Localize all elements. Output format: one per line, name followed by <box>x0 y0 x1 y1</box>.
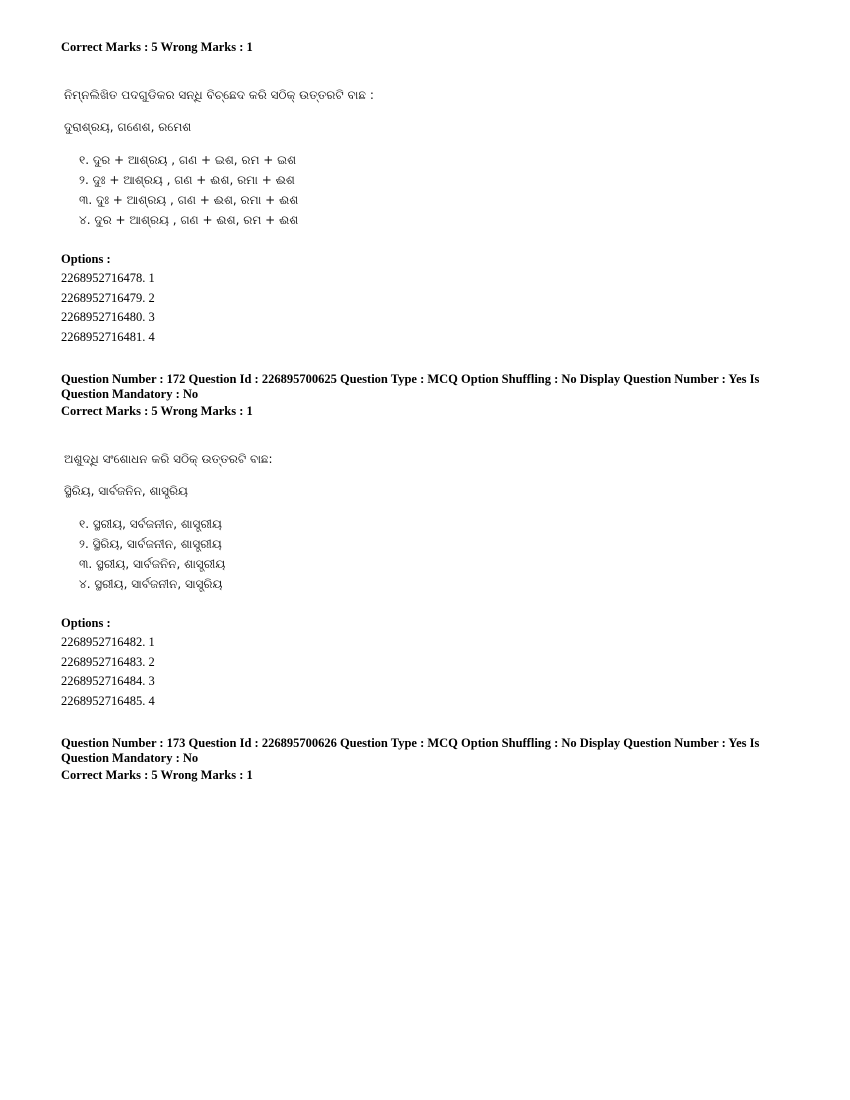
q171-marks: Correct Marks : 5 Wrong Marks : 1 <box>61 40 253 54</box>
q171-choice-3: ୩. ଦୁଃ + ଆଶ୍ରୟ , ଗଣ + ଈଶ, ରମା + ଈଶ <box>79 193 299 207</box>
q172-option-3: 2268952716484. 3 <box>61 674 155 688</box>
q172-words: ସ୍ଥିରିୟ, ସାର୍ବଜନିନ, ଶାସ୍ତ୍ରିୟ <box>64 484 188 498</box>
q171-choice-2: ୨. ଦୁଃ + ଆଶ୍ରୟ , ଗଣ + ଈଶ, ରମା + ଈଶ <box>79 173 295 187</box>
q172-header-line1: Question Number : 172 Question Id : 226895700625 Question Type : MCQ Option Shuffling : No Display Question Number : Yes Is <box>61 372 760 386</box>
q171-option-3: 2268952716480. 3 <box>61 310 155 324</box>
q171-choice-1: ୧. ଦୁର + ଆଶ୍ରୟ , ଗଣ + ଇଶ, ରମ + ଇଶ <box>79 153 297 167</box>
q172-option-1: 2268952716482. 1 <box>61 635 155 649</box>
q171-words: ଦୁରାଶ୍ରୟ, ଗଣେଶ, ରମେଶ <box>64 120 192 134</box>
q171-option-2: 2268952716479. 2 <box>61 291 155 305</box>
q171-option-1: 2268952716478. 1 <box>61 271 155 285</box>
q171-options-label: Options : <box>61 252 111 266</box>
q171-prompt: ନିମ୍ନଲିଖିତ ପଦଗୁଡିକର ସନ୍ଧି ବିଚ୍ଛେଦ କରି ସଠିକ୍ ଉତ୍ତରଟି ବାଛ : <box>64 88 374 102</box>
q173-header-line2: Question Mandatory : No <box>61 751 199 765</box>
q173-header-line1: Question Number : 173 Question Id : 226895700626 Question Type : MCQ Option Shuffling : No Display Question Number : Yes Is <box>61 736 760 750</box>
q172-choice-4: ୪. ସ୍ଥରୀୟ, ସାର୍ବଜନୀନ, ସାସ୍ତ୍ରିୟ <box>79 577 223 591</box>
q172-choice-1: ୧. ସ୍ଥରୀୟ, ସର୍ବଜନୀନ, ଶାସ୍ତ୍ରୀୟ <box>79 517 222 531</box>
q172-choice-3: ୩. ସ୍ଥରୀୟ, ସାର୍ବଜନିନ, ଶାସ୍ତ୍ରୀୟ <box>79 557 226 571</box>
q172-option-4: 2268952716485. 4 <box>61 694 155 708</box>
q172-header-line2: Question Mandatory : No <box>61 387 199 401</box>
q171-choice-4: ୪. ଦୁର + ଆଶ୍ରୟ , ଗଣ + ଈଶ, ରମ + ଈଶ <box>79 213 299 227</box>
q172-option-2: 2268952716483. 2 <box>61 655 155 669</box>
q172-choice-2: ୨. ସ୍ଥିରିୟ, ସାର୍ବଜନୀନ, ଶାସ୍ତ୍ରୀୟ <box>79 537 222 551</box>
q172-options-label: Options : <box>61 616 111 630</box>
q171-option-4: 2268952716481. 4 <box>61 330 155 344</box>
q172-prompt: ଅଶୁଦ୍ଧି ସଂଶୋଧନ କରି ସଠିକ୍ ଉତ୍ତରଟି ବାଛ: <box>64 452 273 466</box>
q172-marks: Correct Marks : 5 Wrong Marks : 1 <box>61 404 253 418</box>
q173-marks: Correct Marks : 5 Wrong Marks : 1 <box>61 768 253 782</box>
